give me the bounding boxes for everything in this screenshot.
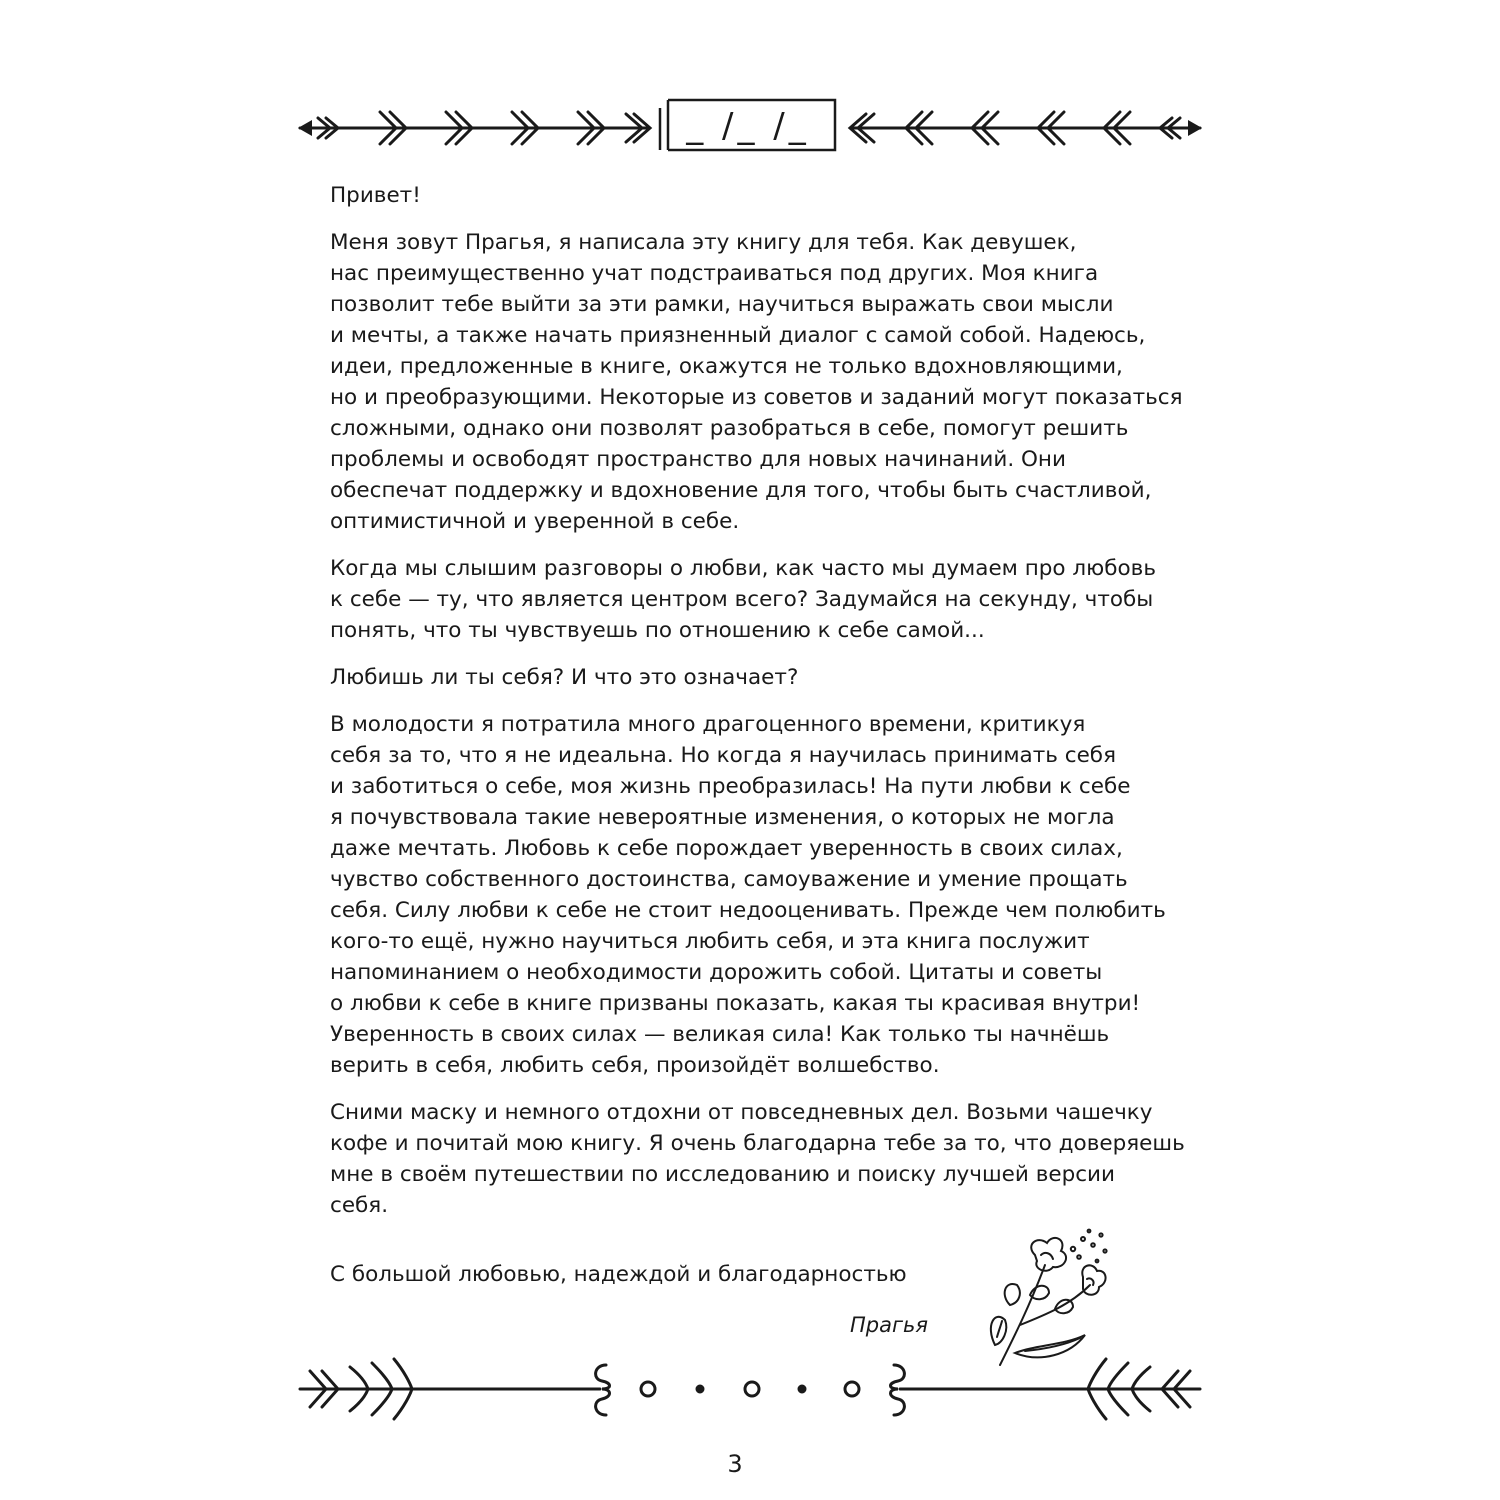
text-line: даже мечтать. Любовь к себе порождает уверенность в своих силах, [330, 836, 1123, 861]
text-line: я почувствовала такие невероятные изменения, о которых не могла [330, 805, 1115, 830]
text-line: верить в себя, любить себя, произойдёт волшебство. [330, 1053, 940, 1078]
letter-body [330, 180, 1185, 1237]
text-line: себя. Силу любви к себе не стоит недооценивать. Прежде чем полюбить [330, 898, 1166, 923]
paragraph-youth [330, 709, 1166, 1081]
paragraph-take-off-mask [330, 1097, 1185, 1221]
text-line: Любишь ли ты себя? И что это означает? [330, 665, 799, 690]
page-number: 3 [727, 1450, 743, 1478]
signature: Прагья [850, 1313, 929, 1337]
text-line: Уверенность в своих силах — великая сила! Как только ты начнёшь [330, 1022, 1110, 1047]
closing-line: С большой любовью, надеждой и благодарностью [330, 1262, 907, 1287]
text-line: к себе — ту, что является центром всего? Задумайся на секунду, чтобы [330, 587, 1154, 612]
text-line: сложными, однако они позволят разобраться в себе, помогут решить [330, 416, 1129, 441]
text-line: идеи, предложенные в книге, окажутся не только вдохновляющими, [330, 354, 1123, 379]
date-placeholder: _ /_ /_ [686, 106, 810, 146]
text-line: нас преимущественно учат подстраиваться под других. Моя книга [330, 261, 1099, 286]
text-line: Сними маску и немного отдохни от повседневных дел. Возьми чашечку [330, 1100, 1153, 1125]
top-ornament [0, 0, 1500, 180]
text-line: понять, что ты чувствуешь по отношению к себе самой... [330, 618, 985, 643]
text-line: себя. [330, 1193, 389, 1218]
text-line: о любви к себе в книге призваны показать, какая ты красивая внутри! [330, 991, 1141, 1016]
text-line: и мечты, а также начать приязненный диалог с самой собой. Надеюсь, [330, 323, 1146, 348]
text-line: но и преобразующими. Некоторые из советов и заданий могут показаться [330, 385, 1183, 410]
text-line: мне в своём путешествии по исследованию и поиску лучшей версии [330, 1162, 1116, 1187]
text-line: В молодости я потратила много драгоценного времени, критикуя [330, 712, 1086, 737]
text-line: кофе и почитай мою книгу. Я очень благодарна тебе за то, что доверяешь [330, 1131, 1185, 1156]
text-line: Меня зовут Прагья, я написала эту книгу для тебя. Как девушек, [330, 230, 1077, 255]
text-line: напоминанием о необходимости дорожить собой. Цитаты и советы [330, 960, 1103, 985]
text-line: себя за то, что я не идеальна. Но когда я научилась принимать себя [330, 743, 1116, 768]
text-line: обеспечат поддержку и вдохновение для того, чтобы быть счастливой, [330, 478, 1152, 503]
text-line: позволит тебе выйти за эти рамки, научиться выражать свои мысли [330, 292, 1114, 317]
paragraph-do-you-love [330, 662, 1160, 693]
arrow-divider-left-icon [298, 112, 650, 144]
arrow-divider-right-icon [850, 112, 1202, 144]
paragraph-intro [330, 227, 1183, 537]
text-line: проблемы и освободят пространство для новых начинаний. Они [330, 447, 1066, 472]
text-line: оптимистичной и уверенной в себе. [330, 509, 740, 534]
text-line: кого-то ещё, нужно научиться любить себя, и эта книга послужит [330, 929, 1090, 954]
text-line: Когда мы слышим разговоры о любви, как часто мы думаем про любовь [330, 556, 1157, 581]
text-line: чувство собственного достоинства, самоуважение и умение прощать [330, 867, 1128, 892]
swirl-arrow-divider-icon [0, 1345, 1500, 1435]
paragraph-love-question [330, 553, 1160, 646]
greeting: Привет! [330, 183, 421, 208]
text-line: и заботиться о себе, моя жизнь преобразилась! На пути любви к себе [330, 774, 1131, 799]
